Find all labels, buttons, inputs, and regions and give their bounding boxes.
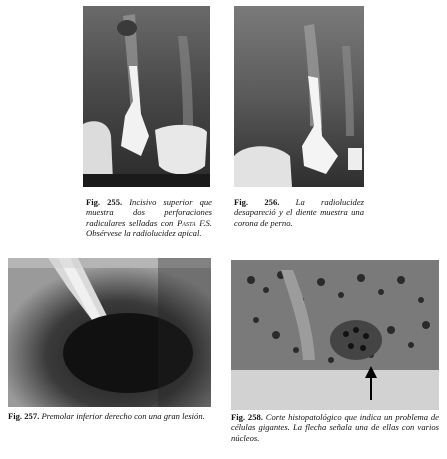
fig-258-number: Fig. 258. xyxy=(231,412,263,422)
fig-256-text: La radiolucidez desapareció y el diente muestra una corona de perno. xyxy=(234,197,364,228)
fig-255-caption xyxy=(86,197,212,239)
fig-255-text-after: Obsérvese la radiolucidez apical. xyxy=(86,228,202,239)
fig-258-caption xyxy=(231,412,439,443)
fig-256-number: Fig. 256. xyxy=(234,197,280,207)
fig-255-smallcaps: Pasta F.S. xyxy=(177,217,212,228)
fig-255-text-before: Incisivo superior que muestra dos perforaciones radiculares selladas con xyxy=(86,197,212,228)
fig-258-histology xyxy=(231,260,439,410)
fig-256-caption xyxy=(234,197,364,228)
fig-257-radiograph xyxy=(8,258,211,407)
fig-257-text: Premolar inferior derecho con una gran lesión. xyxy=(41,411,205,421)
fig-255-radiograph xyxy=(83,6,210,187)
fig-258-text: Corte histopatológico que indica un problema de células gigantes. La flecha señala una de ellas con varios núcleos. xyxy=(231,412,439,443)
fig-257-number: Fig. 257. xyxy=(8,411,40,421)
fig-255-number: Fig. 255. xyxy=(86,197,123,207)
fig-256-radiograph xyxy=(234,6,364,187)
fig-257-caption xyxy=(8,411,216,421)
